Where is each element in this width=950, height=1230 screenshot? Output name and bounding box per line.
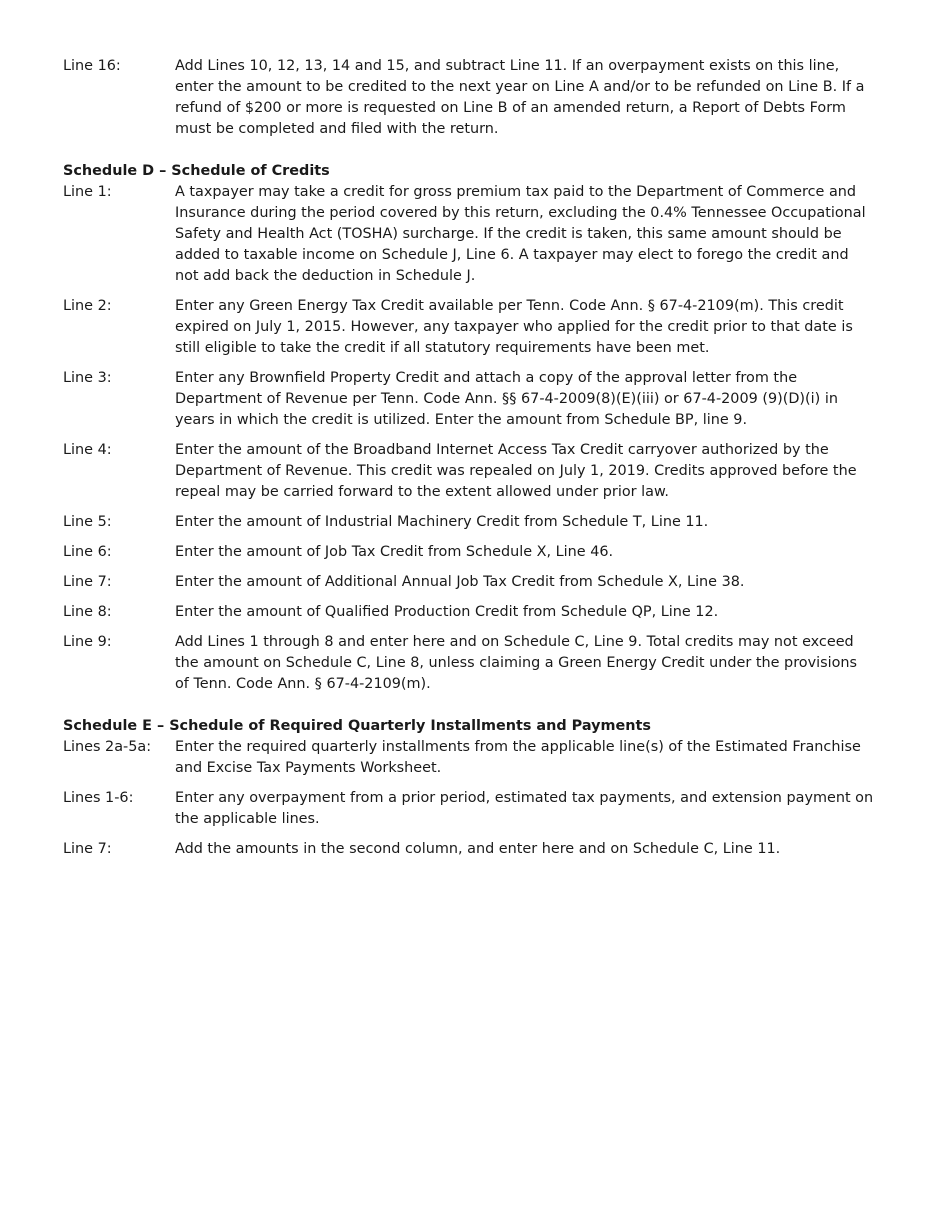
line-text: Add Lines 1 through 8 and enter here and on Schedule C, Line 9. Total credits may not exceed the amount on Schedule C, Line 8, unless claiming a Green Energy Credit under the provisions of Tenn. Code Ann. § 67-4-2109(m). [175, 634, 858, 692]
schedule-d-line-8 [63, 602, 890, 623]
schedule-d-line-9 [63, 632, 890, 695]
schedule-d-line-4 [63, 440, 890, 503]
line-label: Line 4: [63, 442, 112, 458]
schedule-d-line-2 [63, 296, 890, 359]
line-label: Line 5: [63, 514, 112, 530]
line-label: Line 1: [63, 184, 112, 200]
schedule-d-heading: Schedule D – Schedule of Credits [63, 163, 330, 179]
line-label: Line 2: [63, 298, 112, 314]
line-text: Enter the amount of the Broadband Internet Access Tax Credit carryover authorized by the Department of Revenue. This credit was repealed on July 1, 2019. Credits approved before the repeal may be carried forward to the extent allowed under prior law. [175, 442, 857, 500]
schedule-d-lines [63, 182, 890, 695]
line-text: Enter the required quarterly installments from the applicable line(s) of the Estimated Franchise and Excise Tax Payments Worksheet. [175, 739, 861, 776]
line-label: Lines 1-6: [63, 790, 134, 806]
line-label: Line 9: [63, 634, 112, 650]
line-text: Enter the amount of Additional Annual Job Tax Credit from Schedule X, Line 38. [175, 574, 745, 590]
line-text: A taxpayer may take a credit for gross premium tax paid to the Department of Commerce and Insurance during the period covered by this return, excluding the 0.4% Tennessee Occupational Safety and Health Act (TOSHA) surcharge. If the credit is taken, this same amount should be added to taxable income on Schedule J, Line 6. A taxpayer may elect to forego the credit and not add back the deduction in Schedule J. [175, 184, 866, 284]
line-label: Line 7: [63, 574, 112, 590]
line-label: Line 6: [63, 544, 112, 560]
line-text: Add the amounts in the second column, and enter here and on Schedule C, Line 11. [175, 841, 781, 857]
schedule-d-line-7 [63, 572, 890, 593]
line-label: Line 3: [63, 370, 112, 386]
line-label: Lines 2a-5a: [63, 739, 152, 755]
line-label: Line 16: [63, 58, 121, 74]
schedule-d-line-6 [63, 542, 890, 563]
schedule-d-line-3 [63, 368, 890, 431]
line-text: Enter any overpayment from a prior period, estimated tax payments, and extension payment on the applicable lines. [175, 790, 874, 827]
schedule-d-line-1 [63, 182, 890, 287]
schedule-e-lines [63, 737, 890, 860]
schedule-e-lines-1-6 [63, 788, 890, 830]
line-16-row [63, 56, 890, 140]
line-text: Enter the amount of Industrial Machinery Credit from Schedule T, Line 11. [175, 514, 709, 530]
line-label: Line 8: [63, 604, 112, 620]
line-text: Enter any Brownfield Property Credit and attach a copy of the approval letter from the Department of Revenue per Tenn. Code Ann. §§ 67-4-2009(8)(E)(iii) or 67-4-2009 (9)(D)(i) in years in which the credit is utilized. Enter the amount from Schedule BP, line 9. [175, 370, 838, 428]
line-text: Enter the amount of Qualified Production Credit from Schedule QP, Line 12. [175, 604, 719, 620]
line-text: Add Lines 10, 12, 13, 14 and 15, and subtract Line 11. If an overpayment exists on this line, enter the amount to be credited to the next year on Line A and/or to be refunded on Line B. If a refund of $200 or more is requested on Line B of an amended return, a Report of Debts Form must be completed and filed with the return. [175, 58, 865, 137]
schedule-d-line-5 [63, 512, 890, 533]
schedule-e-line-7 [63, 839, 890, 860]
schedule-e-heading: Schedule E – Schedule of Required Quarterly Installments and Payments [63, 718, 651, 734]
schedule-e-lines-2a-5a [63, 737, 890, 779]
line-text: Enter any Green Energy Tax Credit available per Tenn. Code Ann. § 67-4-2109(m). This credit expired on July 1, 2015. However, any taxpayer who applied for the credit prior to that date is still eligible to take the credit if all statutory requirements have been met. [175, 298, 853, 356]
line-text: Enter the amount of Job Tax Credit from Schedule X, Line 46. [175, 544, 614, 560]
line-label: Line 7: [63, 841, 112, 857]
